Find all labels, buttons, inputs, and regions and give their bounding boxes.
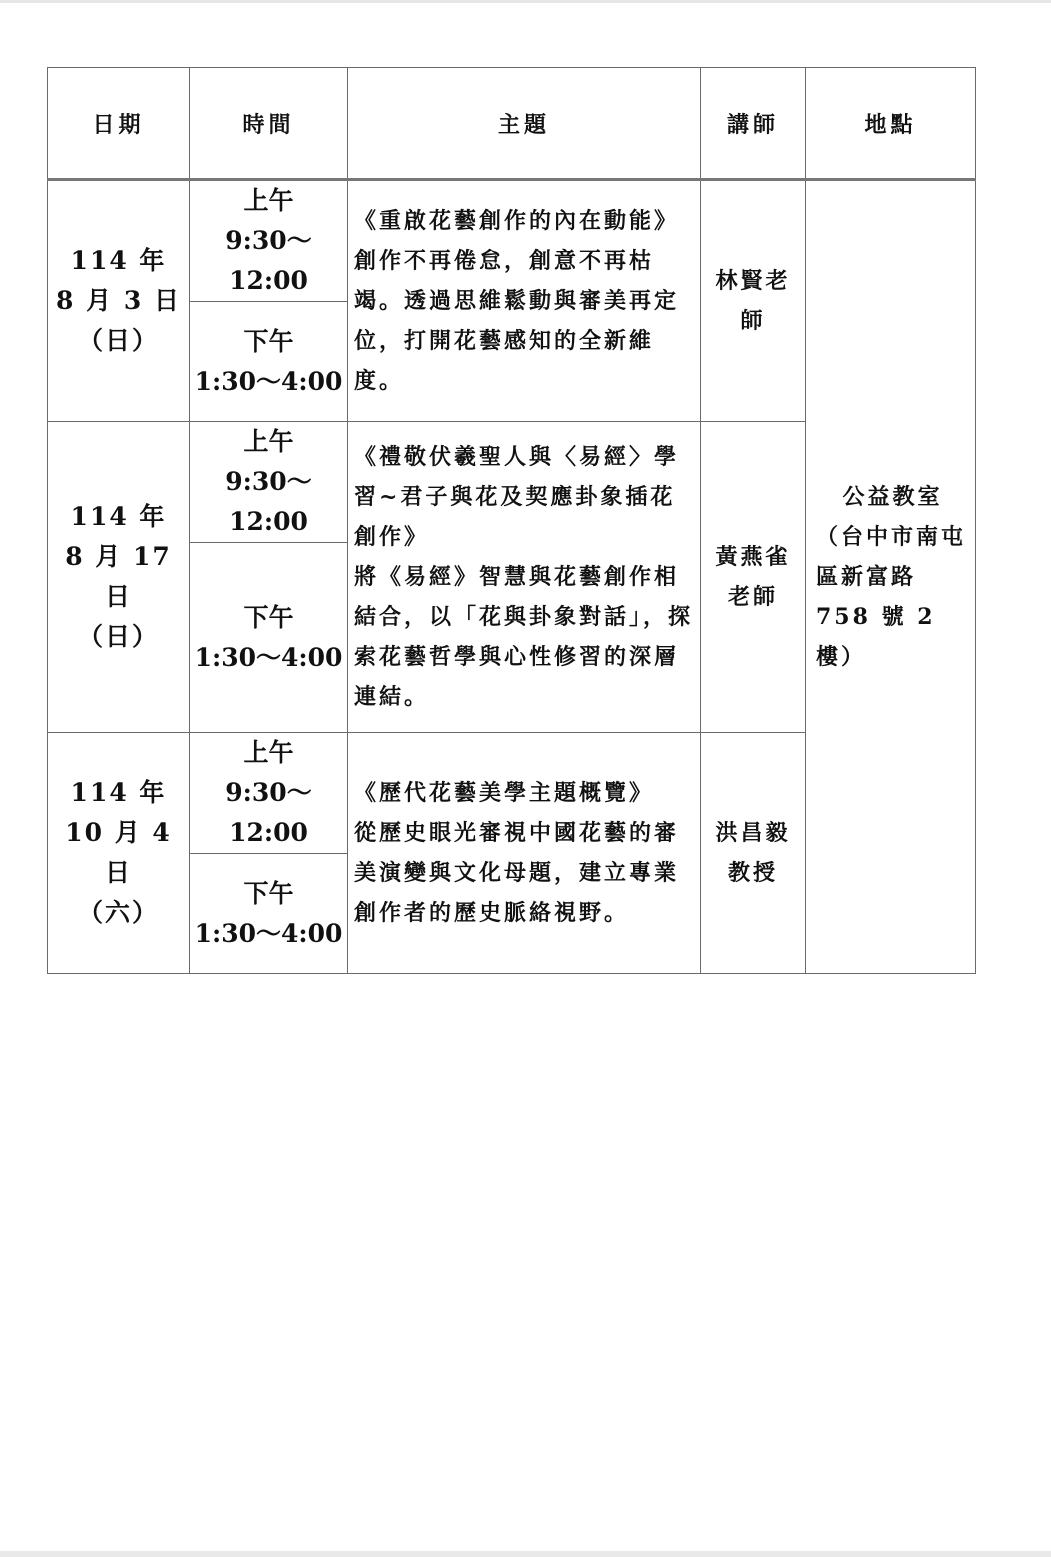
venue-address: （台中市南屯區新富路 758 號 2 樓） xyxy=(816,524,967,670)
date-weekday: （日） xyxy=(77,326,159,355)
header-date: 日期 xyxy=(48,68,190,180)
date-weekday: （六） xyxy=(77,898,159,927)
date-day: 8 月 3 日 xyxy=(56,286,181,315)
am-label: 上午 xyxy=(243,738,294,767)
venue-name: 公益教室 xyxy=(842,484,943,510)
table-row xyxy=(48,180,976,302)
session-topic xyxy=(348,422,701,733)
date-year: 114 年 xyxy=(70,246,167,275)
session-topic xyxy=(348,180,701,422)
header-teacher: 講師 xyxy=(701,68,806,180)
header-time: 時間 xyxy=(190,68,348,180)
topic-body: 將《易經》智慧與花藝創作相結合，以「花與卦象對話」，探索花藝哲學與心性修習的深層連結。 xyxy=(354,564,694,710)
time-slot-pm xyxy=(190,854,348,974)
pm-time: 1:30～4:00 xyxy=(194,642,343,672)
am-time: 9:30～12:00 xyxy=(225,778,312,847)
date-day: 10 月 4 日 xyxy=(65,818,172,887)
pm-label: 下午 xyxy=(243,878,294,908)
date-year: 114 年 xyxy=(70,778,167,807)
am-label: 上午 xyxy=(243,186,294,215)
session-date xyxy=(48,180,190,422)
topic-title: 《重啟花藝創作的內在動能》 xyxy=(354,208,680,234)
topic-body: 從歷史眼光審視中國花藝的審美演變與文化母題，建立專業創作者的歷史脈絡視野。 xyxy=(354,820,680,926)
session-date xyxy=(48,733,190,974)
am-time: 9:30～12:00 xyxy=(225,467,312,536)
time-slot-am xyxy=(190,733,348,854)
header-row xyxy=(48,68,976,180)
time-slot-am xyxy=(190,422,348,543)
am-label: 上午 xyxy=(243,427,294,456)
time-slot-am xyxy=(190,180,348,302)
session-date xyxy=(48,422,190,733)
topic-title: 《歷代花藝美學主題概覽》 xyxy=(354,780,655,806)
pm-label: 下午 xyxy=(243,326,294,356)
date-day: 8 月 17 日 xyxy=(65,542,172,611)
topic-title: 《禮敬伏羲聖人與〈易經〉學習~君子與花及契應卦象插花創作》 xyxy=(354,444,680,550)
bottom-edge xyxy=(0,1551,1051,1557)
date-weekday: （日） xyxy=(77,622,159,651)
pm-time: 1:30～4:00 xyxy=(194,918,343,948)
schedule-table xyxy=(47,67,976,974)
session-teacher: 黃燕雀老師 xyxy=(701,422,806,733)
session-topic xyxy=(348,733,701,974)
header-topic: 主題 xyxy=(348,68,701,180)
time-slot-pm xyxy=(190,543,348,733)
session-teacher: 林賢老師 xyxy=(701,180,806,422)
time-slot-pm xyxy=(190,302,348,422)
date-year: 114 年 xyxy=(70,502,167,531)
venue-cell xyxy=(806,180,976,974)
pm-time: 1:30～4:00 xyxy=(194,366,343,396)
top-edge xyxy=(0,0,1051,3)
topic-body: 創作不再倦怠，創意不再枯竭。透過思維鬆動與審美再定位，打開花藝感知的全新維度。 xyxy=(354,248,680,394)
session-teacher: 洪昌毅教授 xyxy=(701,733,806,974)
header-venue: 地點 xyxy=(806,68,976,180)
pm-label: 下午 xyxy=(243,602,294,632)
am-time: 9:30～12:00 xyxy=(225,226,312,295)
